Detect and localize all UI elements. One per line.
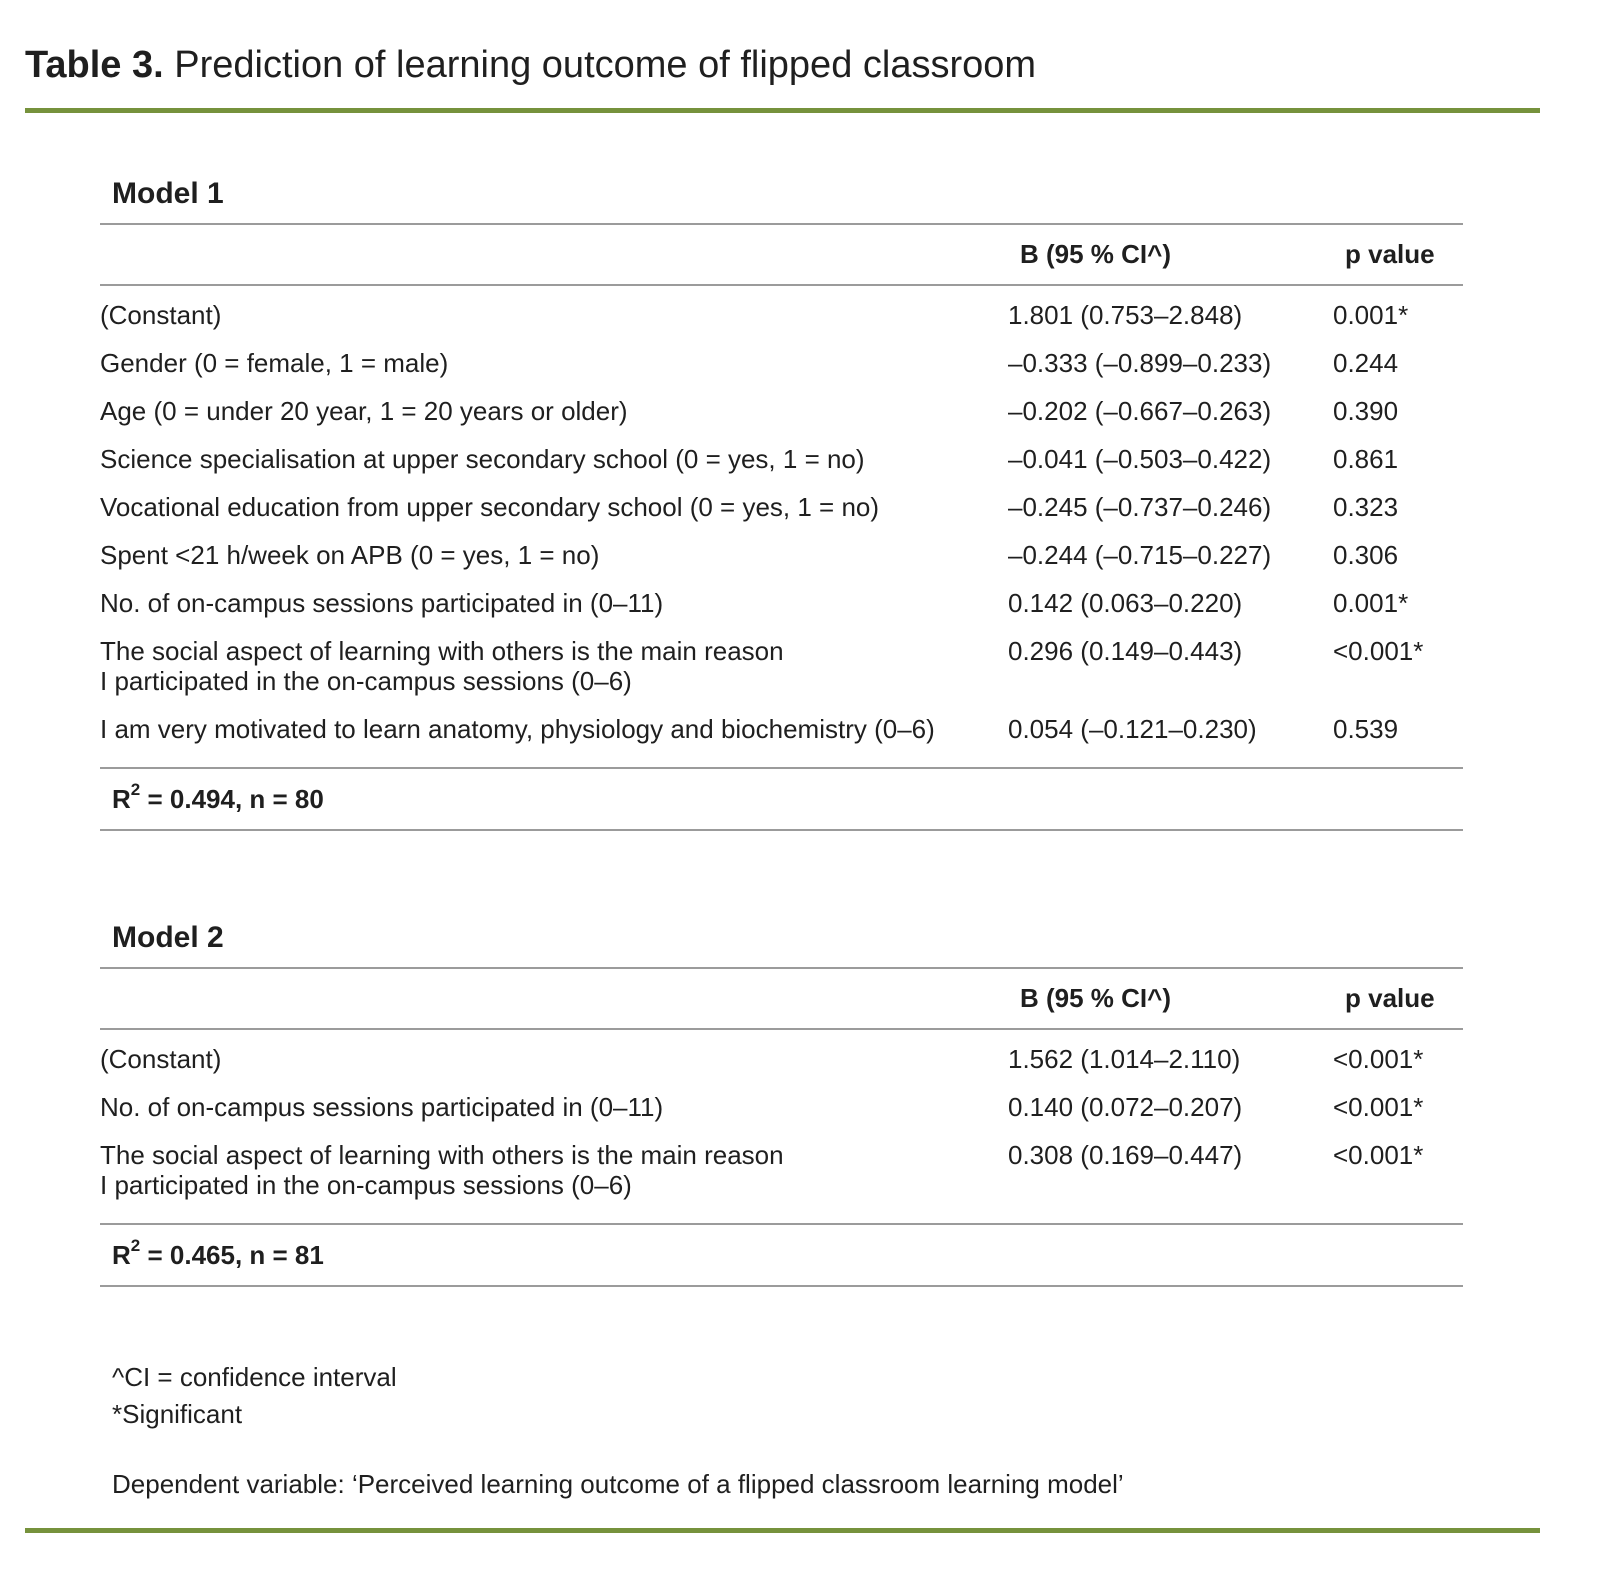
footnote-ci: ^CI = confidence interval bbox=[112, 1362, 397, 1392]
row-b-value: –0.245 (–0.737–0.246) bbox=[1008, 492, 1272, 522]
row-b-value: 1.562 (1.014–2.110) bbox=[1008, 1044, 1241, 1074]
model-1-summary: R $^2$ = 0.494, n = 80 bbox=[112, 780, 324, 814]
row-b-value: –0.333 (–0.899–0.233) bbox=[1008, 348, 1272, 378]
row-label: Age (0 = under 20 year, 1 = 20 years or older) bbox=[100, 396, 628, 426]
row-label: The social aspect of learning with others is the main reason I participated in the on-campus sessions (0–6) bbox=[100, 1140, 784, 1200]
row-b-value: –0.202 (–0.667–0.263) bbox=[1008, 396, 1272, 426]
column-header-b: B (95 % CI^) bbox=[1020, 983, 1171, 1013]
table-row bbox=[100, 1083, 1463, 1131]
column-header-b: B (95 % CI^) bbox=[1020, 239, 1171, 269]
table-title bbox=[25, 42, 1600, 88]
row-p-value: <0.001* bbox=[1333, 1092, 1424, 1122]
row-p-value: 0.390 bbox=[1333, 396, 1399, 426]
row-b-value: 1.801 (0.753–2.848) bbox=[1008, 300, 1243, 330]
table-rule bbox=[100, 1285, 1463, 1287]
model-1-heading: Model 1 bbox=[112, 177, 224, 210]
row-p-value: 0.001* bbox=[1333, 588, 1409, 618]
r-squared-label: R bbox=[112, 1239, 131, 1270]
row-p-value: <0.001* bbox=[1333, 1140, 1424, 1170]
row-label: The social aspect of learning with others is the main reason I participated in the on-campus sessions (0–6) bbox=[100, 636, 784, 696]
footnotes bbox=[112, 1359, 1463, 1433]
table-number: Table 3. bbox=[25, 44, 164, 86]
table-caption: Prediction of learning outcome of flipped classroom bbox=[163, 44, 1037, 86]
table-row bbox=[100, 1131, 1463, 1209]
row-p-value: <0.001* bbox=[1333, 1044, 1424, 1074]
row-label: Science specialisation at upper secondary school (0 = yes, 1 = no) bbox=[100, 444, 865, 474]
table-row bbox=[100, 483, 1463, 531]
table-content bbox=[100, 175, 1463, 1501]
row-b-value: –0.244 (–0.715–0.227) bbox=[1008, 540, 1272, 570]
top-accent-rule bbox=[25, 108, 1540, 113]
row-label: Vocational education from upper secondary school (0 = yes, 1 = no) bbox=[100, 492, 880, 522]
row-label: Spent <21 h/week on APB (0 = yes, 1 = no) bbox=[100, 540, 600, 570]
model-2-summary: R $^2$ = 0.465, n = 81 bbox=[112, 1236, 324, 1270]
row-b-value: 0.140 (0.072–0.207) bbox=[1008, 1092, 1243, 1122]
table-row bbox=[100, 1035, 1463, 1083]
table-row bbox=[100, 339, 1463, 387]
dependent-variable-note: Dependent variable: ‘Perceived learning outcome of a flipped classroom learning model’ bbox=[112, 1469, 1124, 1499]
table-row bbox=[100, 627, 1463, 705]
column-header-p: p value bbox=[1345, 239, 1435, 269]
footnote-significant: *Significant bbox=[112, 1399, 243, 1429]
bottom-accent-rule bbox=[25, 1528, 1540, 1533]
r-squared-value: = 0.494, n = 80 bbox=[140, 783, 324, 814]
table-row bbox=[100, 705, 1463, 753]
table-rule bbox=[100, 829, 1463, 831]
model-2-header-row bbox=[100, 969, 1463, 1028]
row-b-value: –0.041 (–0.503–0.422) bbox=[1008, 444, 1272, 474]
row-label: No. of on-campus sessions participated in (0–11) bbox=[100, 588, 664, 618]
row-b-value: 0.142 (0.063–0.220) bbox=[1008, 588, 1243, 618]
model-1-table bbox=[100, 223, 1463, 831]
row-p-value: <0.001* bbox=[1333, 636, 1424, 666]
row-label: (Constant) bbox=[100, 300, 222, 330]
model-2-table bbox=[100, 967, 1463, 1287]
table-row bbox=[100, 435, 1463, 483]
model-2-heading: Model 2 bbox=[112, 921, 224, 954]
row-p-value: 0.306 bbox=[1333, 540, 1399, 570]
row-label: I am very motivated to learn anatomy, physiology and biochemistry (0–6) bbox=[100, 714, 935, 744]
row-p-value: 0.539 bbox=[1333, 714, 1399, 744]
model-2-body bbox=[100, 1030, 1463, 1223]
row-label: Gender (0 = female, 1 = male) bbox=[100, 348, 449, 378]
table-row bbox=[100, 291, 1463, 339]
table-row bbox=[100, 579, 1463, 627]
r-squared-label: R bbox=[112, 783, 131, 814]
column-header-p: p value bbox=[1345, 983, 1435, 1013]
row-label: No. of on-campus sessions participated in (0–11) bbox=[100, 1092, 664, 1122]
model-1-header-row bbox=[100, 225, 1463, 284]
row-p-value: 0.861 bbox=[1333, 444, 1399, 474]
row-p-value: 0.244 bbox=[1333, 348, 1399, 378]
table-row bbox=[100, 531, 1463, 579]
row-p-value: 0.001* bbox=[1333, 300, 1409, 330]
row-b-value: 0.054 (–0.121–0.230) bbox=[1008, 714, 1257, 744]
model-1-body bbox=[100, 286, 1463, 767]
table-row bbox=[100, 387, 1463, 435]
row-b-value: 0.296 (0.149–0.443) bbox=[1008, 636, 1243, 666]
row-label: (Constant) bbox=[100, 1044, 222, 1074]
row-b-value: 0.308 (0.169–0.447) bbox=[1008, 1140, 1243, 1170]
r-squared-value: = 0.465, n = 81 bbox=[140, 1239, 324, 1270]
row-p-value: 0.323 bbox=[1333, 492, 1399, 522]
